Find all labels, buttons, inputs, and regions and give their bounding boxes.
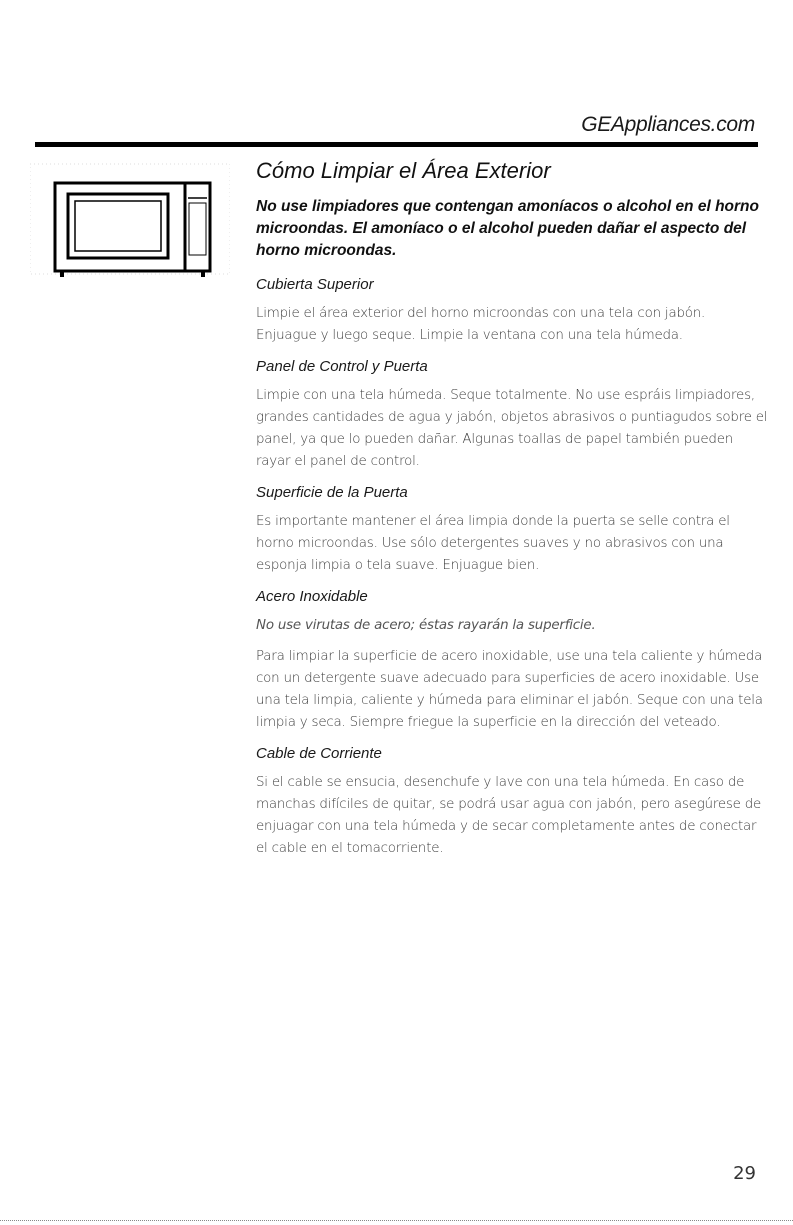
section-heading: Acero Inoxidable [256, 588, 368, 605]
page-number: 29 [733, 1163, 756, 1184]
section-body: Limpie con una tela húmeda. Seque totalmente. No use espráis limpiadores, grandes cantidades de agua y jabón, objetos abrasivos o puntiagudos sobre el panel, ya que lo pueden dañar. Algunas toallas de papel también pueden rayar el panel de control. [256, 388, 768, 469]
section-heading: Cable de Corriente [256, 745, 382, 762]
section-heading: Panel de Control y Puerta [256, 358, 428, 375]
section-heading: Superficie de la Puerta [256, 484, 408, 501]
section-body: Es importante mantener el área limpia donde la puerta se selle contra el horno microondas. Use sólo detergentes suaves y no abrasivos con una esponja limpia o tela suave. Enjuague bien. [256, 514, 730, 573]
section-body: Para limpiar la superficie de acero inoxidable, use una tela caliente y húmeda con un detergente suave adecuado para superficies de acero inoxidable. Use una tela limpia, caliente y húmeda para eliminar el jabón. Seque con una tela limpia y seca. Siempre friegue la superficie en la dirección del veteado. [256, 649, 763, 730]
warning-text: No use limpiadores que contengan amoníacos o alcohol en el horno microondas. El amoníaco o el alcohol pueden dañar el aspecto del horno microondas. [256, 198, 759, 259]
page-title: Cómo Limpiar el Área Exterior [256, 158, 551, 183]
section-body: Limpie el área exterior del horno microondas con una tela con jabón. Enjuague y luego seque. Limpie la ventana con una tela húmeda. [256, 306, 706, 343]
microwave-oven-icon [30, 158, 230, 288]
content-column [256, 158, 768, 871]
header-rule [35, 142, 758, 147]
section-body: Si el cable se ensucia, desenchufe y lave con una tela húmeda. En caso de manchas difíciles de quitar, se podrá usar agua con jabón, pero asegúrese de enjuagar con una tela húmeda y de secar completamente antes de conectar el cable en el tomacorriente. [256, 775, 762, 856]
site-url: GEAppliances.com [581, 113, 755, 136]
section-note: No use virutas de acero; éstas rayarán la superficie. [256, 618, 596, 633]
bottom-edge [0, 1220, 793, 1221]
section-heading: Cubierta Superior [256, 276, 374, 293]
